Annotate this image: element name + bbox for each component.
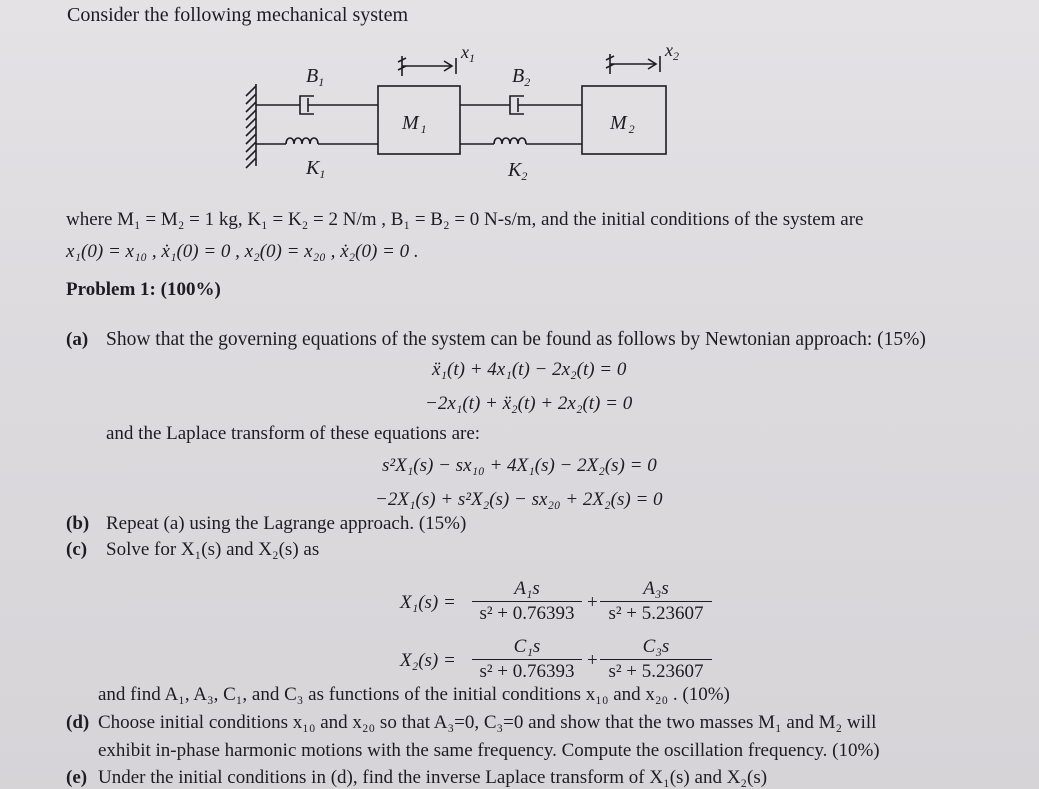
m1-label: M $_1$ bbox=[402, 112, 427, 136]
x1s-lhs: X₁(s) = bbox=[400, 592, 456, 613]
mass-m1-box bbox=[378, 86, 460, 154]
params-line-2: x₁(0) = x₁₀ , ẋ₁(0) = 0 , x₂(0) = x₂₀ , ẋ₂(0) = 0 . bbox=[66, 241, 419, 262]
part-b-text: Repeat (a) using the Lagrange approach. (15%) bbox=[106, 513, 467, 534]
x2s-plus: + bbox=[587, 650, 598, 671]
intro-text: Consider the following mechanical system bbox=[67, 4, 409, 26]
params-line-1: where M₁ = M₂ = 1 kg, K₁ = K₂ = 2 N/m , B₁ = B₂ = 0 N-s/m, and the initial conditions of the system are bbox=[66, 209, 864, 230]
part-c-label: (c) bbox=[66, 539, 88, 560]
x2s-fraction-1: C₁s s² + 0.76393 bbox=[472, 636, 582, 683]
laplace-intro: and the Laplace transform of these equations are: bbox=[106, 423, 481, 444]
spring-k1 bbox=[256, 138, 378, 144]
x1s-fraction-1: A₁s s² + 0.76393 bbox=[472, 578, 582, 625]
x1s-plus: + bbox=[587, 592, 598, 613]
x2s-fraction-2: C₃s s² + 5.23607 bbox=[600, 636, 712, 683]
k1-label: $K_1$ bbox=[306, 157, 326, 181]
b1-label: $B_1$ bbox=[306, 65, 325, 89]
part-c-find-text: and find A₁, A₃, C₁, and C₃ as functions of the initial conditions x₁₀ and x₂₀ . (10%) bbox=[98, 684, 730, 705]
part-e-label: (e) bbox=[66, 767, 88, 788]
mechanical-system-diagram bbox=[230, 34, 710, 194]
part-a-equation-2: −2x₁(t) + ẍ₂(t) + 2x₂(t) = 0 bbox=[425, 393, 633, 414]
problem-heading: Problem 1: (100%) bbox=[66, 279, 221, 300]
fixed-wall bbox=[246, 84, 256, 168]
part-a-equation-3: s²X₁(s) − sx₁₀ + 4X₁(s) − 2X₂(s) = 0 bbox=[382, 455, 657, 476]
m2-label: M $_2$ bbox=[610, 112, 635, 136]
x2s-lhs: X₂(s) = bbox=[400, 650, 456, 671]
part-a-text: Show that the governing equations of the system can be found as follows by Newtonian approach: (15%) bbox=[106, 329, 926, 350]
part-e-text: Under the initial conditions in (d), find the inverse Laplace transform of X₁(s) and X₂(s) bbox=[98, 767, 768, 788]
part-c-text: Solve for X₁(s) and X₂(s) as bbox=[106, 539, 320, 560]
part-a-equation-4: −2X₁(s) + s²X₂(s) − sx₂₀ + 2X₂(s) = 0 bbox=[375, 489, 663, 510]
x1s-fraction-2: A₃s s² + 5.23607 bbox=[600, 578, 712, 625]
part-a-label: (a) bbox=[66, 329, 89, 350]
part-d-label: (d) bbox=[66, 712, 90, 733]
b2-label: $B_2$ bbox=[512, 65, 531, 89]
x1-arrow bbox=[398, 56, 456, 76]
part-d-line-2: exhibit in-phase harmonic motions with the same frequency. Compute the oscillation frequency. (10%) bbox=[98, 740, 880, 761]
x1-label: $x_1$ bbox=[461, 42, 475, 65]
damper-b2 bbox=[460, 96, 582, 114]
x2-arrow bbox=[606, 54, 660, 74]
x2-label: $x_2$ bbox=[665, 40, 679, 63]
damper-b1 bbox=[256, 96, 378, 114]
k2-label: $K_2$ bbox=[508, 159, 528, 183]
part-b-label: (b) bbox=[66, 513, 90, 534]
part-d-line-1: Choose initial conditions x₁₀ and x₂₀ so that A₃=0, C₃=0 and show that the two masses M₁ and M₂ will bbox=[98, 712, 877, 733]
spring-k2 bbox=[460, 138, 582, 144]
part-a-equation-1: ẍ₁(t) + 4x₁(t) − 2x₂(t) = 0 bbox=[432, 359, 627, 380]
